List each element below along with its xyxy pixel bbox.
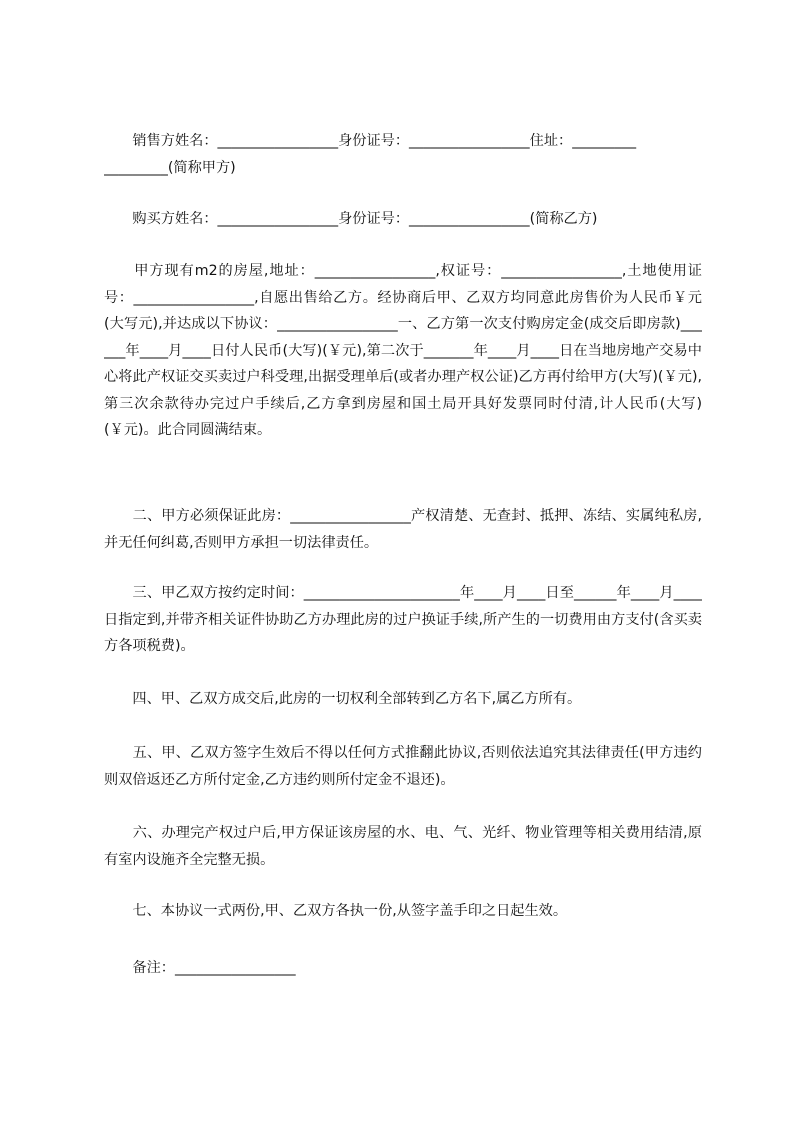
clause-2-paragraph: 二、甲方必须保证此房：_________________产权清楚、无查封、抵押、冻结、实属纯私房,并无任何纠葛,否则甲方承担一切法律责任。 bbox=[104, 508, 702, 551]
clause-5-paragraph: 五、甲、乙双方签字生效后不得以任何方式推翻此协议,否则依法追究其法律责任(甲方违约则双倍返还乙方所付定金,乙方违约则所付定金不退还)。 bbox=[104, 745, 702, 788]
payment-terms-paragraph: 甲方现有m2的房屋,地址：_________________,权证号：_________________,土地使用证号：_________________,自愿出售给乙方。经协商后甲、乙双方均同意此房售价为人民币￥元(大写元),并达成以下协议：_________________一、乙方第一次支付购房定金(成交后即房款)______年____月____日付人民币(大写)(￥元),第二次于_______年____月____日在当地房地产交易中心将此产权证交买卖过户科受理,出据受理单后(或者办理产权公证)乙方再付给甲方(大写)(￥元),第三次余款待办完过户手续后,乙方拿到房屋和国土局开具好发票同时付清,计人民币(大写)(￥元)。此合同圆满结束。 bbox=[104, 263, 702, 438]
clause-3-paragraph: 三、甲乙双方按约定时间：______________________年____月____日至______年____月____日指定到,并带齐相关证件协助乙方办理此房的过户换证手续,所产生的一切费用由方支付(含买卖方各项税费)。 bbox=[104, 585, 702, 654]
remarks-paragraph: 备注：_________________ bbox=[104, 960, 296, 976]
seller-info-paragraph: 销售方姓名：_________________身份证号：_________________住址：_________ _________(简称甲方) bbox=[104, 133, 637, 176]
clause-7-paragraph: 七、本协议一式两份,甲、乙双方各执一份,从签字盖手印之日起生效。 bbox=[104, 903, 568, 919]
clause-4-paragraph: 四、甲、乙双方成交后,此房的一切权利全部转到乙方名下,属乙方所有。 bbox=[104, 691, 582, 707]
clause-6-paragraph: 六、办理完产权过户后,甲方保证该房屋的水、电、气、光纤、物业管理等相关费用结清,原有室内设施齐全完整无损。 bbox=[104, 825, 702, 868]
buyer-info-paragraph: 购买方姓名：_________________身份证号：_________________(简称乙方) bbox=[104, 211, 598, 227]
